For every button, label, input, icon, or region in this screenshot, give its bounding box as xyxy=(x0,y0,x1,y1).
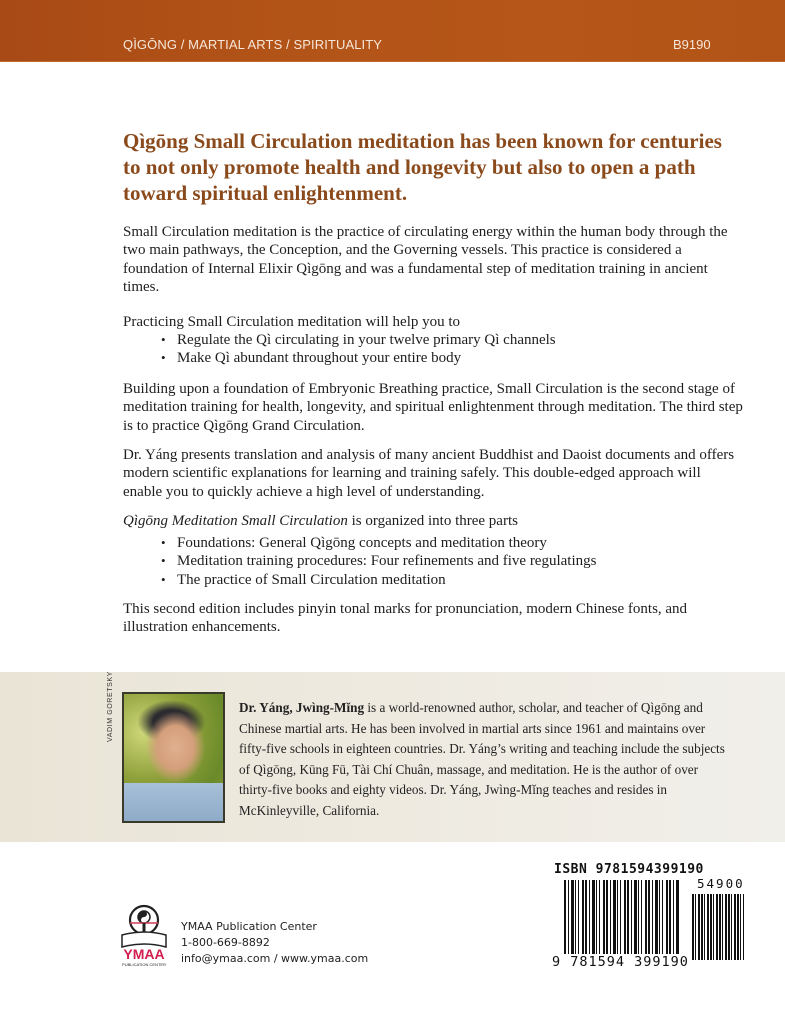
header-band xyxy=(0,0,785,62)
barcode-addon-bars-icon xyxy=(692,894,744,960)
bullet-icon: • xyxy=(161,571,166,587)
isbn-label: ISBN 9781594399190 xyxy=(554,862,704,877)
photo-credit: VADIM GORETSKY xyxy=(107,671,114,742)
paragraph-approach: Dr. Yáng presents translation and analysis of many ancient Buddhist and Daoist documents and offers modern scientific explanations for learning and training safely. This double-edged approach will enable you to quickly achieve a high level of understanding. xyxy=(123,447,735,500)
barcode-bars-icon xyxy=(564,880,679,960)
price-code: 54900 xyxy=(697,876,745,891)
paragraph-parts-lead: Qìgōng Meditation Small Circulation is organized into three parts xyxy=(123,513,518,529)
book-title: Qìgōng Meditation Small Circulation xyxy=(123,513,348,529)
headline: Qìgōng Small Circulation meditation has been known for centuries to not only promote health and longevity but also to open a path toward spiritual enlightenment. xyxy=(123,129,722,205)
list-item: • Foundations: General Qìgōng concepts and meditation theory xyxy=(161,535,547,551)
list-item: • The practice of Small Circulation meditation xyxy=(161,571,446,588)
list-item: • Meditation training procedures: Four refinements and five regulatings xyxy=(161,553,597,570)
author-name: Dr. Yáng, Jwìng-Mǐng xyxy=(239,700,365,715)
bullet-icon: • xyxy=(161,350,166,366)
benefits-list xyxy=(123,331,743,368)
parts-list xyxy=(123,534,743,589)
ymaa-logo-icon xyxy=(120,903,168,969)
author-photo xyxy=(122,692,225,823)
list-item: • Make Qì abundant throughout your entire body xyxy=(161,350,462,367)
svg-text:PUBLICATION CENTER: PUBLICATION CENTER xyxy=(122,962,166,967)
paragraph-intro: Small Circulation meditation is the practice of circulating energy within the human body through the two main pathways, the Conception, and the Governing vessels. This practice is considered a foundation of Internal Elixir Qìgōng and was a fundamental step of meditation training in ancient times. xyxy=(123,224,728,296)
publisher-phone: 1-800-669-8892 xyxy=(181,936,270,949)
category-label: QÌGŌNG / MARTIAL ARTS / SPIRITUALITY xyxy=(123,37,383,52)
bullet-icon: • xyxy=(161,332,166,347)
publisher-info xyxy=(181,919,368,967)
paragraph-edition: This second edition includes pinyin tonal marks for pronunciation, modern Chinese fonts, and illustration enhancements. xyxy=(123,601,688,636)
paragraph-benefits-lead: Practicing Small Circulation meditation will help you to xyxy=(123,314,461,330)
publisher-contact: info@ymaa.com / www.ymaa.com xyxy=(181,952,369,965)
paragraph-stages: Building upon a foundation of Embryonic Breathing practice, Small Circulation is the second stage of meditation training for health, longevity, and spiritual enlightenment through meditation. The third step is to practice Qìgōng Grand Circulation. xyxy=(123,381,743,434)
book-code: B9190 xyxy=(673,37,711,52)
author-bio: Dr. Yáng, Jwìng-Mǐng is a world-renowned author, scholar, and teacher of Qìgōng and Chinese martial arts. He has been involved in martial arts since 1961 and maintains over fifty-five schools in eighteen countries. Dr. Yáng’s writing and teaching include the subjects of Qìgōng, Kūng Fū, Tài Chí Chuân, massage, and meditation. He is the author of over thirty-five books and eighty videos. Dr. Yáng, Jwìng-Mǐng teaches and resides in McKinleyville, California. xyxy=(239,700,725,818)
svg-text:YMAA: YMAA xyxy=(123,946,165,962)
bullet-icon: • xyxy=(161,535,166,550)
isbn-barcode xyxy=(552,862,745,972)
bullet-icon: • xyxy=(161,553,166,569)
isbn-digits: 9 781594 399190 xyxy=(552,954,689,970)
publisher-name: YMAA Publication Center xyxy=(181,920,317,933)
list-item: • Regulate the Qì circulating in your twelve primary Qì channels xyxy=(161,332,556,348)
